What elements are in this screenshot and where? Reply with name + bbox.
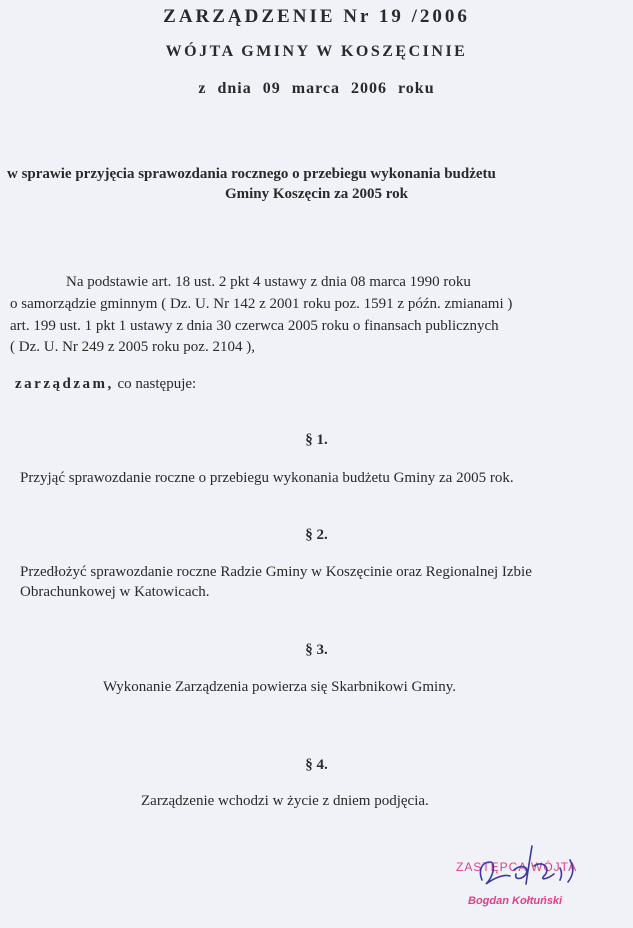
paragraph-1-label: § 1. xyxy=(305,432,328,448)
legal-basis-line-3: art. 199 ust. 1 pkt 1 ustawy z dnia 30 czerwca 2005 roku o finansach publicznych xyxy=(10,318,499,334)
subject-line-1: w sprawie przyjęcia sprawozdania rocznego o przebiegu wykonania budżetu xyxy=(7,166,496,182)
paragraph-3-label: § 3. xyxy=(305,642,328,658)
paragraph-2-label: § 2. xyxy=(305,527,328,543)
document-date: z dnia 09 marca 2006 roku xyxy=(198,80,435,97)
legal-basis-line-4: ( Dz. U. Nr 249 z 2005 roku poz. 2104 ), xyxy=(10,339,255,355)
issuer-heading: WÓJTA GMINY W KOSZĘCINIE xyxy=(165,43,468,60)
decree-line xyxy=(15,376,196,393)
paragraph-2-text-line-2: Obrachunkowej w Katowicach. xyxy=(20,584,210,600)
paragraph-4-label: § 4. xyxy=(305,757,328,773)
stamp-title: ZASTĘPCA WÓJTA xyxy=(456,860,578,874)
document-title: ZARZĄDZENIE Nr 19 /2006 xyxy=(163,6,470,27)
paragraph-4-text: Zarządzenie wchodzi w życie z dniem podjęcia. xyxy=(141,793,429,809)
handwritten-signature xyxy=(470,840,610,900)
paragraph-1-text: Przyjąć sprawozdanie roczne o przebiegu wykonania budżetu Gminy za 2005 rok. xyxy=(20,470,514,486)
legal-basis-line-1: Na podstawie art. 18 ust. 2 pkt 4 ustawy z dnia 08 marca 1990 roku xyxy=(66,274,471,290)
decree-rest: co następuje: xyxy=(117,376,197,392)
paragraph-3-text: Wykonanie Zarządzenia powierza się Skarbnikowi Gminy. xyxy=(103,679,456,695)
legal-basis-line-2: o samorządzie gminnym ( Dz. U. Nr 142 z 2001 roku poz. 1591 z późn. zmianami ) xyxy=(10,296,513,312)
paragraph-2-text-line-1: Przedłożyć sprawozdanie roczne Radzie Gminy w Koszęcinie oraz Regionalnej Izbie xyxy=(20,564,532,580)
decree-word: zarządzam, xyxy=(15,376,114,392)
subject-line-2: Gminy Koszęcin za 2005 rok xyxy=(224,186,409,202)
stamp-name: Bogdan Kołtuński xyxy=(468,895,563,907)
